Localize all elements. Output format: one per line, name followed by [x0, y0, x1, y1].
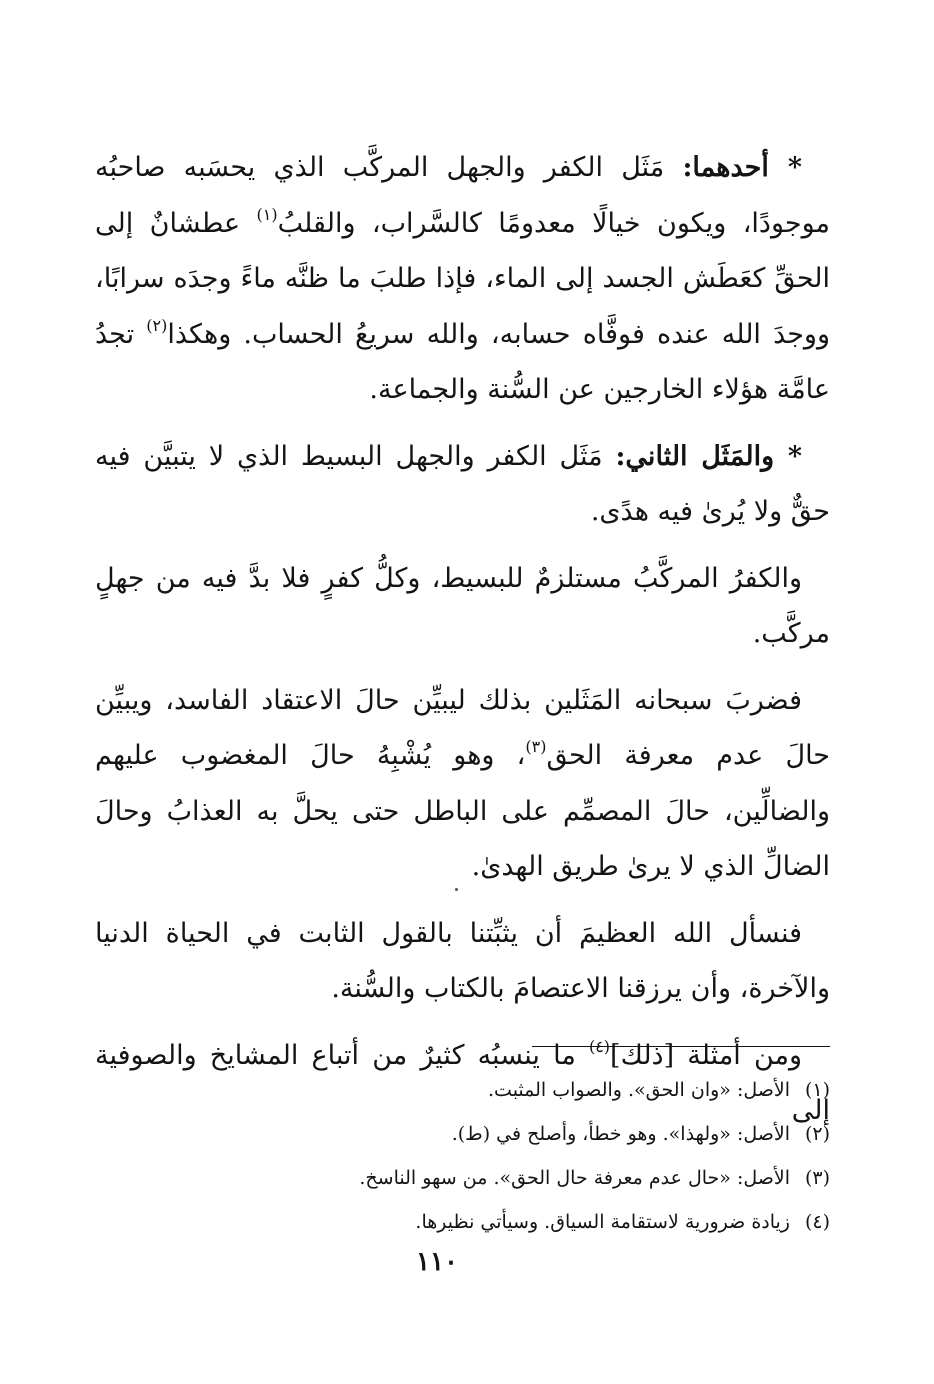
paragraph-text: ، وهو يُشْبِهُ حالَ المغضوب عليهم والضالِّين، حالَ المصمِّم على الباطل حتى يحلَّ به العذابُ وحالَ الضالِّ الذي لا يرىٰ طريق الهدىٰ. — [95, 740, 830, 882]
paragraph-text: والكفرُ المركَّبُ مستلزمٌ للبسيط، وكلُّ كفرٍ فلا بدَّ فيه من جهلٍ مركَّب. — [95, 562, 830, 649]
footnote-number: (١) — [804, 1079, 830, 1101]
paragraph-lead: * والمَثَل الثاني: — [615, 440, 802, 472]
footnote-text: الأصل: «وان الحق». والصواب المثبت. — [488, 1079, 790, 1101]
paragraph-text: عطشانٌ إلى الحقِّ كعَطَش الجسد إلى الماء، فإذا طلبَ ما ظنَّه ماءً وجدَه سرابًا، ووجدَ الله عنده فوفَّاه حسابه، والله سريعُ الحساب. وهكذا — [95, 207, 831, 350]
footnote-number: (٢) — [804, 1123, 830, 1145]
page-number: ١١٠ — [416, 1247, 458, 1277]
paragraph-first-parable — [95, 140, 830, 418]
footnote-text: الأصل: «حال عدم معرفة حال الحق». من سهو الناسخ. — [359, 1167, 790, 1189]
footnote-text: الأصل: «ولهذا». وهو خطأ، وأصلح في (ط). — [451, 1123, 790, 1145]
paragraph-text: مَثَل الكفر والجهل المركَّب الذي يحسَبه صاحبُه موجودًا، ويكون خيالًا معدومًا كالسَّراب، والقلبُ — [95, 152, 830, 239]
print-speck — [455, 888, 458, 891]
footnote-number: (٤) — [804, 1211, 830, 1233]
footnote-ref-4[interactable]: (٤) — [588, 1036, 611, 1056]
paragraph-text: فنسأل الله العظيمَ أن يثبِّتنا بالقول الثابت في الحياة الدنيا والآخرة، وأن يرزقنا الاعتصامَ بالكتاب والسُّنة. — [95, 917, 830, 1004]
main-text — [95, 140, 830, 1150]
paragraph-text: ومن أمثلة [ذلك] — [610, 1039, 803, 1071]
paragraph-compound-disbelief — [95, 551, 830, 662]
paragraph-supplication — [95, 906, 830, 1017]
footnote-divider — [532, 1046, 830, 1047]
paragraph-text: فضربَ سبحانه المَثَلين بذلك ليبيِّن حالَ الاعتقاد الفاسد، ويبيِّن حالَ عدم معرفة الحق — [95, 684, 830, 771]
footnotes — [300, 1068, 830, 1244]
paragraph-text: ما ينسبُه كثيرٌ من أتباع المشايخ والصوفية إلى — [95, 1039, 830, 1126]
footnote-ref-3[interactable]: (٣) — [525, 737, 547, 756]
footnote-2 — [300, 1112, 830, 1156]
footnote-number: (٣) — [804, 1167, 830, 1189]
paragraph-second-parable — [95, 429, 830, 540]
footnote-3 — [300, 1156, 830, 1200]
footnote-ref-2[interactable]: (٢) — [146, 315, 168, 335]
footnote-ref-1[interactable]: (١) — [256, 204, 278, 224]
footnote-1 — [300, 1068, 830, 1112]
paragraph-text: تجدُ عامَّة هؤلاء الخارجين عن السُّنة والجماعة. — [95, 318, 830, 405]
paragraph-text: مَثَل الكفر والجهل البسيط الذي لا يتبيَّن فيه حقٌّ ولا يُرىٰ فيه هدًى. — [95, 440, 830, 527]
footnote-4 — [300, 1200, 830, 1244]
footnote-text: زيادة ضرورية لاستقامة السياق. وسيأتي نظيرها. — [415, 1211, 790, 1233]
paragraph-lead: * أحدهما: — [682, 152, 802, 183]
paragraph-two-parables — [95, 673, 830, 895]
